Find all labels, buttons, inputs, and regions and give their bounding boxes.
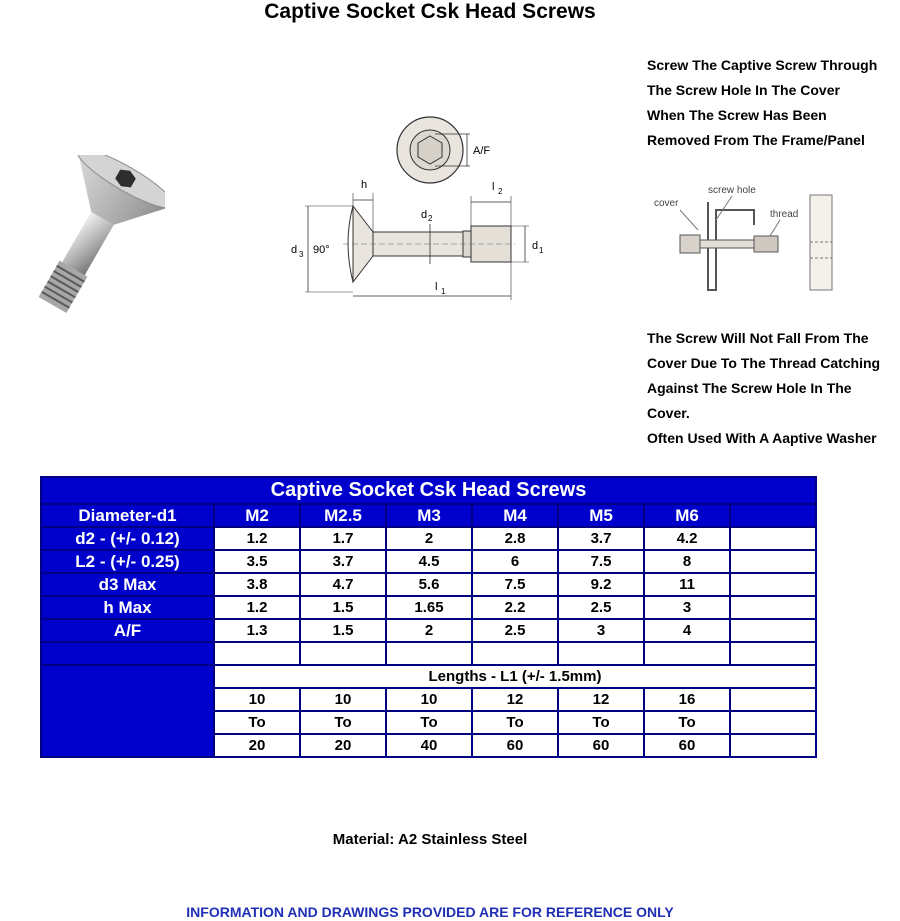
table-cell: 7.5 — [558, 550, 644, 573]
table-cell: 1.2 — [214, 596, 300, 619]
table-cell: 10 — [300, 688, 386, 711]
table-cell: 3.7 — [300, 550, 386, 573]
note-line: Cover. — [647, 405, 690, 421]
table-cell: 12 — [558, 688, 644, 711]
notes-bottom — [647, 326, 880, 451]
table-cell: 2.2 — [472, 596, 558, 619]
table-cell: 60 — [644, 734, 730, 757]
h-label: h — [361, 179, 368, 191]
table-row — [41, 596, 816, 619]
table-cell: To — [558, 711, 644, 734]
table-cell: 16 — [644, 688, 730, 711]
table-cell: 60 — [558, 734, 644, 757]
table-cell: 12 — [472, 688, 558, 711]
header-row — [41, 504, 816, 527]
row-label: A/F — [41, 619, 214, 642]
table-cell — [730, 573, 816, 596]
l2-label: l — [492, 181, 495, 193]
disclaimer: INFORMATION AND DRAWINGS PROVIDED ARE FOR REFERENCE ONLY — [186, 904, 674, 920]
size-cell: M2 — [214, 504, 300, 527]
captive-diagram — [650, 180, 840, 295]
header-label: Diameter-d1 — [41, 504, 214, 527]
table-cell — [214, 642, 300, 665]
table-cell: 4.2 — [644, 527, 730, 550]
row-label: d3 Max — [41, 573, 214, 596]
table-cell: To — [472, 711, 558, 734]
size-cell: M3 — [386, 504, 472, 527]
table-cell: To — [644, 711, 730, 734]
table-cell — [730, 527, 816, 550]
table-cell — [730, 688, 816, 711]
table-cell — [730, 596, 816, 619]
table-cell: 3.8 — [214, 573, 300, 596]
row-label: d2 - (+/- 0.12) — [41, 527, 214, 550]
table-cell: 3 — [558, 619, 644, 642]
table-cell — [730, 619, 816, 642]
note-line: When The Screw Has Been — [647, 107, 827, 123]
screw-hole-label: screw hole — [708, 185, 756, 196]
size-cell: M4 — [472, 504, 558, 527]
angle-label: 90° — [313, 244, 330, 256]
cover-label: cover — [654, 198, 679, 209]
lengths-title-row — [41, 665, 816, 688]
note-line: Screw The Captive Screw Through — [647, 57, 878, 73]
table-cell: 1.3 — [214, 619, 300, 642]
table-caption: Captive Socket Csk Head Screws — [41, 477, 816, 504]
table-cell: 2 — [386, 619, 472, 642]
d1-label: d — [532, 240, 539, 252]
table-cell: 10 — [214, 688, 300, 711]
notes-top — [647, 53, 877, 153]
row-label: h Max — [41, 596, 214, 619]
table-row — [41, 573, 816, 596]
table-cell: 3.7 — [558, 527, 644, 550]
note-line: Against The Screw Hole In The — [647, 380, 852, 396]
technical-drawing — [285, 108, 555, 308]
size-cell: M6 — [644, 504, 730, 527]
table-row — [41, 642, 816, 665]
table-cell — [386, 642, 472, 665]
svg-text:1: 1 — [539, 246, 544, 255]
table-cell — [472, 642, 558, 665]
table-cell — [644, 642, 730, 665]
lengths-side-block — [41, 665, 214, 757]
screw-photo — [15, 155, 165, 325]
table-row — [41, 550, 816, 573]
table-cell: 2 — [386, 527, 472, 550]
svg-text:1: 1 — [441, 287, 446, 296]
table-cell: 20 — [300, 734, 386, 757]
table-cell: 1.5 — [300, 619, 386, 642]
note-line: The Screw Will Not Fall From The — [647, 330, 869, 346]
table-cell: To — [386, 711, 472, 734]
note-line: Removed From The Frame/Panel — [647, 132, 865, 148]
size-cell: M2.5 — [300, 504, 386, 527]
table-cell: 60 — [472, 734, 558, 757]
table-cell: 5.6 — [386, 573, 472, 596]
material-note: Material: A2 Stainless Steel — [332, 831, 528, 848]
table-cell — [730, 734, 816, 757]
table-cell: 6 — [472, 550, 558, 573]
note-line: Cover Due To The Thread Catching — [647, 355, 881, 371]
table-row — [41, 527, 816, 550]
table-cell: 7.5 — [472, 573, 558, 596]
row-label: L2 - (+/- 0.25) — [41, 550, 214, 573]
table-cell: 1.5 — [300, 596, 386, 619]
table-cell: 4.5 — [386, 550, 472, 573]
thread-label: thread — [770, 209, 799, 220]
table-cell: To — [300, 711, 386, 734]
table-cell: 3 — [644, 596, 730, 619]
table-cell — [730, 642, 816, 665]
table-cell — [300, 642, 386, 665]
table-cell: To — [214, 711, 300, 734]
svg-text:2: 2 — [428, 214, 433, 223]
table-cell: 1.65 — [386, 596, 472, 619]
l1-label: l — [435, 281, 438, 293]
table-cell: 1.2 — [214, 527, 300, 550]
svg-text:2: 2 — [498, 187, 503, 196]
table-cell — [558, 642, 644, 665]
table-cell: 8 — [644, 550, 730, 573]
table-cell: 4 — [644, 619, 730, 642]
table-cell: 9.2 — [558, 573, 644, 596]
table-cell: 4.7 — [300, 573, 386, 596]
row-label — [41, 642, 214, 665]
d2-label: d — [421, 209, 428, 221]
note-line: The Screw Hole In The Cover — [647, 82, 840, 98]
svg-text:3: 3 — [299, 250, 304, 259]
table-cell: 2.5 — [558, 596, 644, 619]
table-cell: 40 — [386, 734, 472, 757]
lengths-title: Lengths - L1 (+/- 1.5mm) — [214, 665, 816, 688]
table-cell: 1.7 — [300, 527, 386, 550]
table-cell: 2.8 — [472, 527, 558, 550]
table-cell: 20 — [214, 734, 300, 757]
table-cell — [730, 711, 816, 734]
d3-label: d — [291, 244, 298, 256]
note-line: Often Used With A Aaptive Washer — [647, 430, 877, 446]
size-cell: M5 — [558, 504, 644, 527]
af-label: A/F — [473, 145, 491, 157]
table-cell: 3.5 — [214, 550, 300, 573]
table-cell: 2.5 — [472, 619, 558, 642]
specs-table — [40, 476, 817, 758]
page-title: Captive Socket Csk Head Screws — [264, 0, 596, 23]
table-cell — [730, 550, 816, 573]
table-row — [41, 619, 816, 642]
table-cell: 10 — [386, 688, 472, 711]
size-cell — [730, 504, 816, 527]
table-cell: 11 — [644, 573, 730, 596]
